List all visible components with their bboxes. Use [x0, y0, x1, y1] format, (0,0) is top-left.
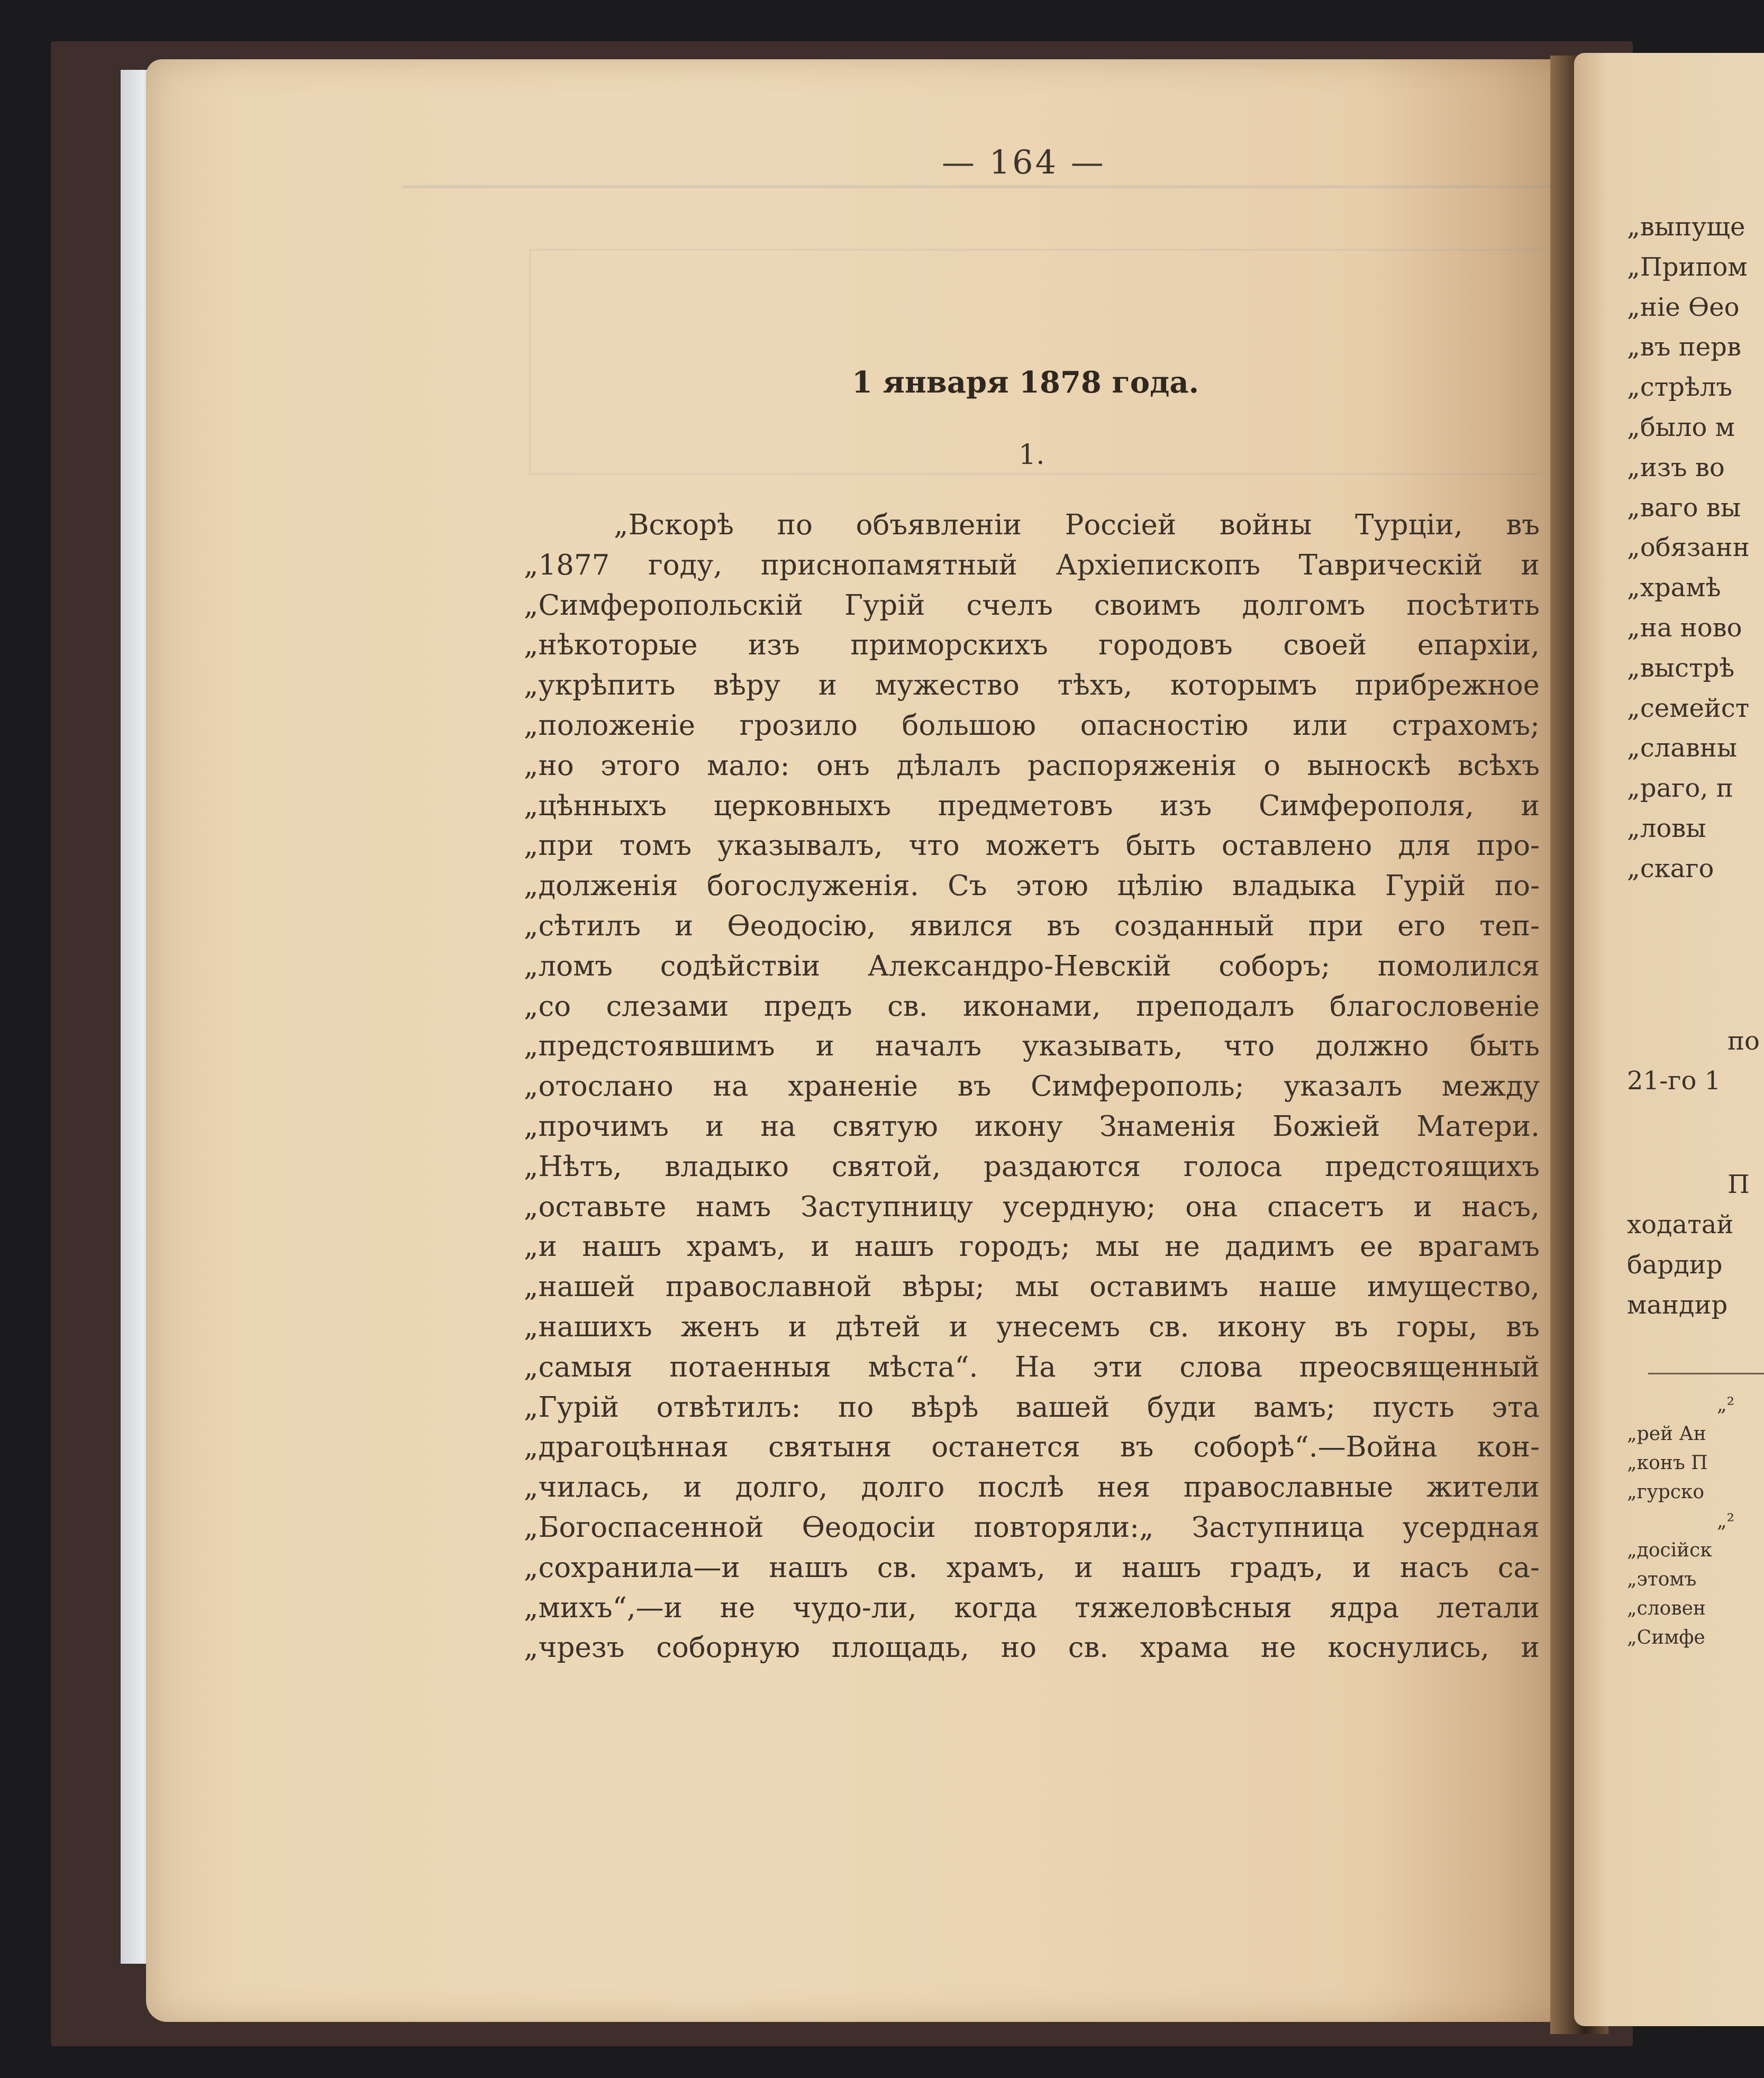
- right-page-line: „было м: [1627, 412, 1735, 442]
- right-page-line: „Припом: [1627, 252, 1748, 282]
- text-line: „ломъ содѣйствіи Александро-Невскій соборъ; помолился: [524, 950, 1540, 982]
- text-line: „при томъ указывалъ, что можетъ быть оставлено для про-: [524, 830, 1540, 862]
- right-page-line: „досійск: [1627, 1539, 1712, 1562]
- footnote-rule: [1648, 1373, 1764, 1374]
- right-page-line: „конъ П: [1627, 1452, 1708, 1474]
- text-line: „Симферопольскій Гурій счелъ своимъ долгомъ посѣтить: [524, 589, 1540, 622]
- right-page-line: „на ново: [1627, 613, 1742, 643]
- right-page-line: П: [1727, 1170, 1750, 1200]
- text-line: „сѣтилъ и Ѳеодосію, явился въ созданный при его теп-: [524, 909, 1540, 942]
- spacer: [1627, 889, 1764, 1022]
- text-line: „прочимъ и на святую икону Знаменія Божіей Матери.: [524, 1110, 1540, 1143]
- text-line: „и нашъ храмъ, и нашъ городъ; мы не дадимъ ее врагамъ: [524, 1231, 1540, 1263]
- right-page-line: „ніе Ѳео: [1627, 292, 1740, 322]
- section-number: 1.: [1019, 439, 1045, 471]
- right-page-line: „ловы: [1627, 813, 1706, 843]
- right-page-line: „изъ во: [1627, 452, 1725, 482]
- right-page-line: „обязанн: [1627, 533, 1750, 563]
- text-line: „положеніе грозило большою опасностію или страхомъ;: [524, 709, 1540, 742]
- text-line: „чрезъ соборную площадь, но св. храма не коснулись, и: [524, 1632, 1540, 1664]
- text-line: „самыя потаенныя мѣста“. На эти слова преосвященный: [524, 1351, 1540, 1383]
- spacer: [1627, 1101, 1764, 1165]
- body-text: [524, 505, 1540, 1668]
- text-line: „долженія богослуженія. Съ этою цѣлію владыка Гурій по-: [524, 870, 1540, 903]
- right-page-line: „Симфе: [1627, 1627, 1705, 1649]
- text-line: „Гурій отвѣтилъ: по вѣрѣ вашей буди вамъ; пусть эта: [524, 1391, 1540, 1424]
- text-line: „цѣнныхъ церковныхъ предметовъ изъ Симферополя, и: [524, 789, 1540, 822]
- right-page-line: „рей Ан: [1627, 1423, 1706, 1445]
- right-page-line: „²: [1717, 1394, 1735, 1416]
- right-page-text: [1627, 207, 1764, 1652]
- right-page-line: „стрѣлъ: [1627, 372, 1733, 403]
- bleed-through-box: [529, 249, 1565, 475]
- right-page-line: „славны: [1627, 733, 1738, 763]
- right-page-line: „выпуще: [1627, 212, 1745, 242]
- right-page-line: „семейст: [1627, 693, 1750, 723]
- text-line: „драгоцѣнная святыня останется въ соборѣ“.—Война кон-: [524, 1431, 1540, 1464]
- right-page-line: „ваго вы: [1627, 493, 1741, 523]
- page-number: — 164 —: [942, 143, 1106, 181]
- text-line: „нѣкоторые изъ приморскихъ городовъ своей епархіи,: [524, 629, 1540, 662]
- text-line: „чилась, и долго, долго послѣ нея православные жители: [524, 1471, 1540, 1504]
- right-page-line: по: [1727, 1026, 1760, 1056]
- text-line: „1877 году, приснопамятный Архіепископъ Таврическій и: [524, 549, 1540, 581]
- page-heading: 1 января 1878 года.: [852, 365, 1199, 400]
- text-line: „предстоявшимъ и началъ указывать, что должно быть: [524, 1030, 1540, 1063]
- right-page-line: „скаго: [1627, 853, 1714, 883]
- right-page-line: „храмѣ: [1627, 573, 1721, 603]
- text-line: „но этого мало: онъ дѣлалъ распоряженія о выноскѣ всѣхъ: [524, 749, 1540, 782]
- text-line: „нашей православной вѣры; мы оставимъ наше имущество,: [524, 1271, 1540, 1304]
- right-page-line: „выстрѣ: [1627, 653, 1735, 683]
- text-line: „отослано на храненіе въ Симферополь; указалъ между: [524, 1070, 1540, 1103]
- right-page-line: „словен: [1627, 1598, 1706, 1620]
- right-page-line: мандир: [1627, 1290, 1728, 1320]
- right-page-line: ходатай: [1627, 1209, 1734, 1239]
- text-line: „Нѣтъ, владыко святой, раздаются голоса предстоящихъ: [524, 1150, 1540, 1183]
- text-line: „сохранила—и нашъ св. храмъ, и нашъ градъ, и насъ са-: [524, 1551, 1540, 1584]
- text-line: „Вскорѣ по объявленіи Россіей войны Турціи, въ: [614, 509, 1540, 541]
- text-line: „Богоспасенной Ѳеодосіи повторяли:„ Заступница усердная: [524, 1511, 1540, 1544]
- right-page-line: „²: [1717, 1510, 1735, 1533]
- right-page-line: „въ перв: [1627, 332, 1741, 362]
- right-page-line: бардир: [1627, 1250, 1723, 1280]
- right-page-line: „гурско: [1627, 1481, 1705, 1503]
- text-line: „укрѣпить вѣру и мужество тѣхъ, которымъ прибрежное: [524, 669, 1540, 702]
- right-page-line: 21-го 1: [1627, 1066, 1721, 1096]
- right-page-line: „этомъ: [1627, 1569, 1697, 1591]
- text-line: „нашихъ женъ и дѣтей и унесемъ св. икону въ горы, въ: [524, 1310, 1540, 1343]
- text-line: „михъ“,—и не чудо-ли, когда тяжеловѣсныя ядра летали: [524, 1591, 1540, 1624]
- right-page-line: „раго, п: [1627, 773, 1733, 804]
- text-line: „со слезами предъ св. иконами, преподалъ благословеніе: [524, 990, 1540, 1023]
- text-line: „оставьте намъ Заступницу усердную; она спасетъ и насъ,: [524, 1190, 1540, 1223]
